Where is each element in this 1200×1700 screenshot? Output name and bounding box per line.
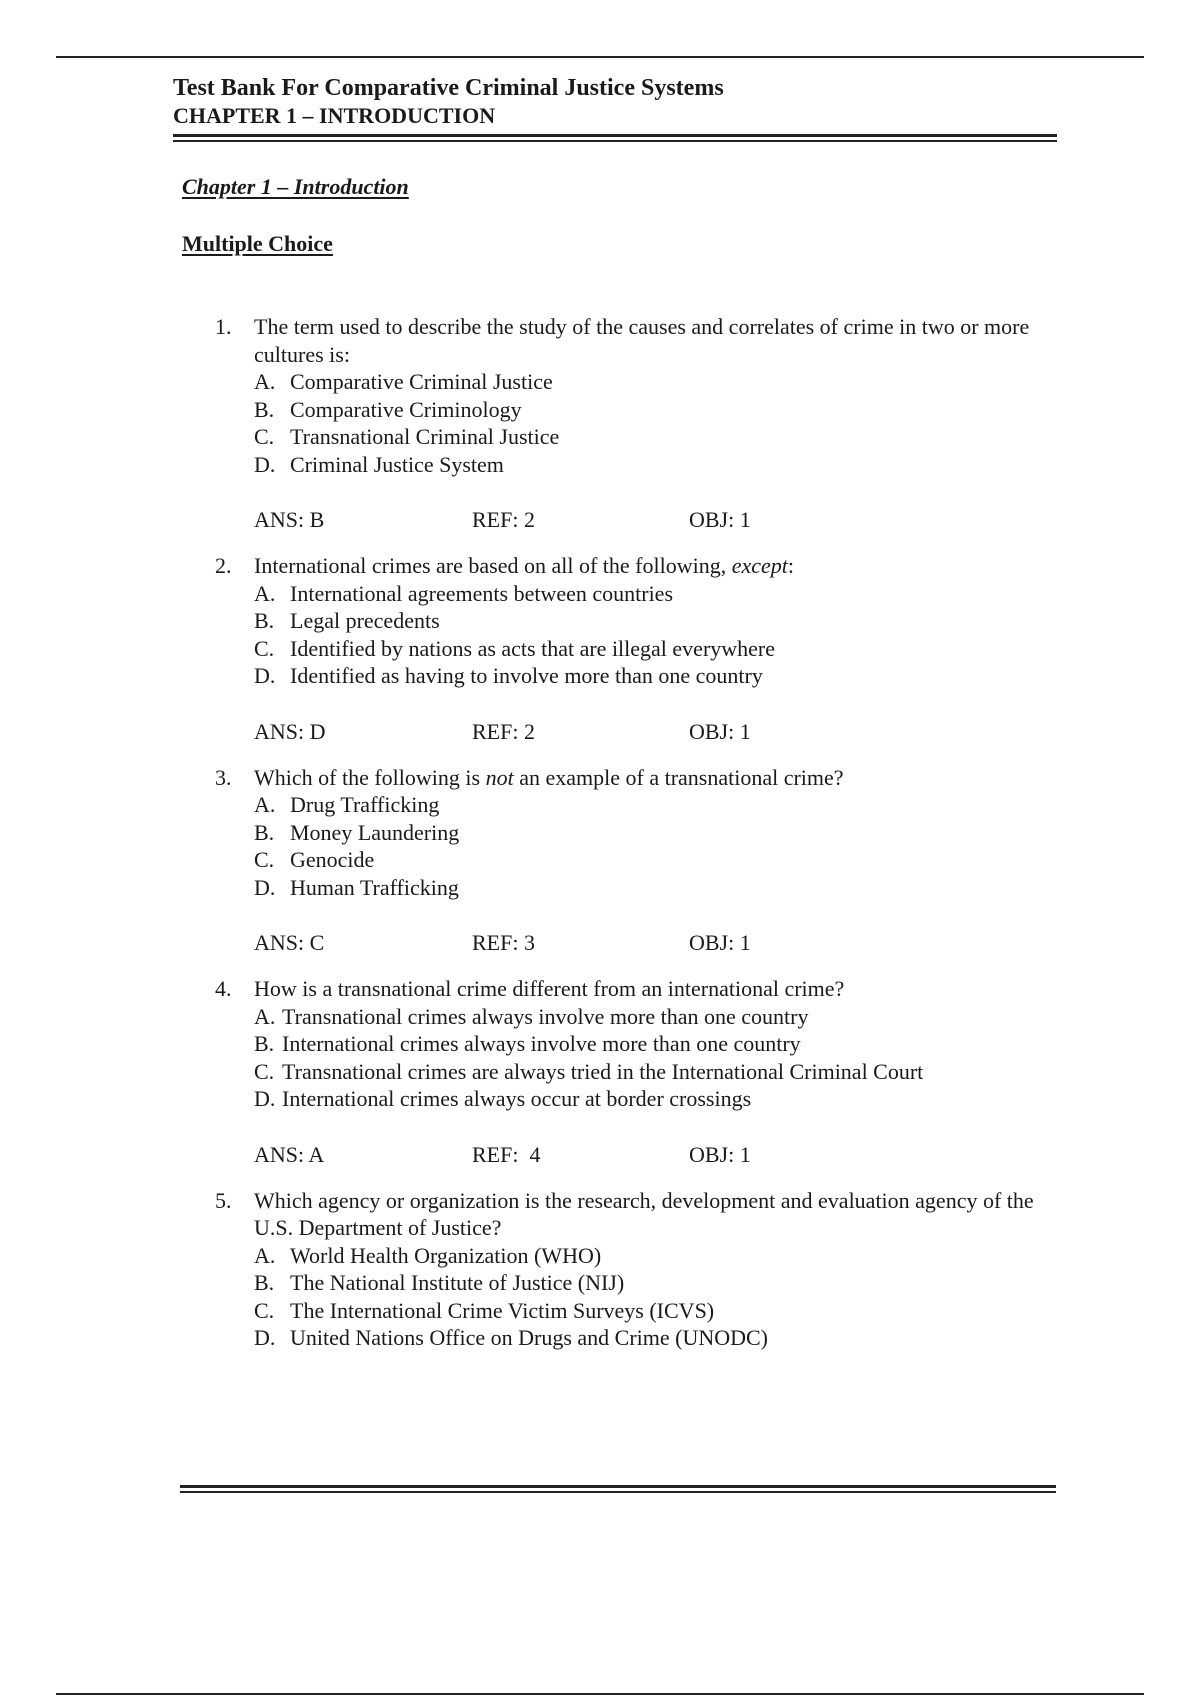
bottom-page-rule	[56, 1693, 1144, 1695]
choice-list	[254, 368, 1065, 478]
question-number: 4.	[215, 976, 232, 1001]
page-header	[173, 74, 1057, 142]
question-stem: International crimes are based on all of the following, except:	[254, 553, 795, 578]
header-double-rule	[173, 134, 1057, 142]
reference-page: REF: 4	[472, 1141, 541, 1167]
choice-b: B. Legal precedents	[254, 608, 440, 633]
answer-value: ANS: C	[254, 930, 325, 955]
choice-b: B. The National Institute of Justice (NIJ)	[254, 1270, 625, 1295]
choice-c: C. Transnational Criminal Justice	[254, 424, 560, 449]
answer-value: ANS: B	[254, 507, 325, 532]
choice-c: C. Transnational crimes are always tried in the International Criminal Court	[254, 1058, 924, 1084]
question-number: 3.	[215, 764, 232, 790]
choice-a: A. World Health Organization (WHO)	[254, 1242, 602, 1268]
reference-page: REF: 2	[472, 718, 535, 744]
choice-a: A. Transnational crimes always involve more than one country	[254, 1003, 809, 1029]
question-number: 1.	[215, 314, 232, 339]
choice-d: D. International crimes always occur at border crossings	[254, 1086, 752, 1111]
choice-d: D. Criminal Justice System	[254, 451, 504, 477]
choice-b: B. Comparative Criminology	[254, 396, 522, 422]
choice-a: A. Drug Trafficking	[254, 792, 440, 817]
question-stem: How is a transnational crime different from an international crime?	[254, 976, 845, 1001]
choice-d: D. Identified as having to involve more than one country	[254, 663, 763, 688]
question-stem: The term used to describe the study of the causes and correlates of crime in two or more cultures is:	[254, 314, 1030, 367]
question-3	[215, 764, 1065, 958]
answer-key	[254, 718, 1065, 746]
question-1	[215, 313, 1065, 534]
question-stem: Which agency or organization is the research, development and evaluation agency of the U.S. Department of Justice?	[254, 1187, 1034, 1240]
objective: OBJ: 1	[689, 930, 751, 955]
answer-key	[254, 1141, 1065, 1169]
question-number: 2.	[215, 553, 232, 578]
top-page-rule	[56, 56, 1144, 58]
choice-c: C. The International Crime Victim Surveys (ICVS)	[254, 1297, 715, 1323]
choice-d: D. United Nations Office on Drugs and Crime (UNODC)	[254, 1325, 769, 1350]
question-number: 5.	[215, 1187, 232, 1213]
objective: OBJ: 1	[689, 507, 751, 532]
question-stem: Which of the following is not an example of a transnational crime?	[254, 764, 844, 790]
question-4	[215, 975, 1065, 1169]
choice-b: B. International crimes always involve more than one country	[254, 1031, 801, 1056]
section-heading: Multiple Choice	[182, 231, 333, 256]
choice-d: D. Human Trafficking	[254, 874, 459, 900]
objective: OBJ: 1	[689, 1141, 751, 1167]
answer-value: ANS: D	[254, 718, 326, 744]
reference-page: REF: 2	[472, 507, 535, 532]
choice-list	[254, 580, 1065, 690]
footer-double-rule	[180, 1485, 1056, 1493]
chapter-heading: Chapter 1 – Introduction	[182, 174, 409, 199]
objective: OBJ: 1	[689, 718, 751, 744]
choice-c: C. Genocide	[254, 847, 375, 872]
choice-c: C. Identified by nations as acts that are illegal everywhere	[254, 635, 776, 661]
choice-a: A. Comparative Criminal Justice	[254, 369, 553, 394]
answer-key	[254, 506, 1065, 534]
reference-page: REF: 3	[472, 930, 535, 955]
answer-key	[254, 929, 1065, 957]
document-title: Test Bank For Comparative Criminal Justice Systems	[173, 75, 724, 101]
choice-list	[254, 791, 1065, 901]
choice-list	[254, 1242, 1065, 1352]
choice-b: B. Money Laundering	[254, 819, 460, 845]
question-5	[215, 1187, 1065, 1352]
chapter-subtitle: CHAPTER 1 – INTRODUCTION	[173, 103, 496, 128]
choice-a: A. International agreements between countries	[254, 580, 674, 606]
question-2	[215, 552, 1065, 746]
choice-list	[254, 1003, 1065, 1113]
question-list	[215, 313, 1065, 1370]
answer-value: ANS: A	[254, 1141, 325, 1167]
